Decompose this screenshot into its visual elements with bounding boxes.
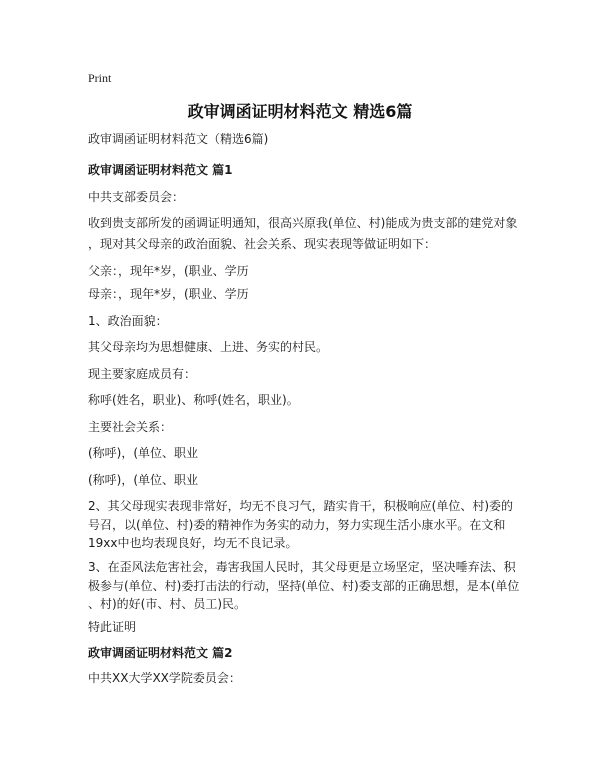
salutation-2: 中共XX大学XX学院委员会： <box>88 671 241 685</box>
paragraph-1-line-2: ，现对其父母亲的政治面貌、社会关系、现实表现等做证明如下： <box>88 237 437 251</box>
paragraph-1-line-1: 收到贵支部所发的函调证明通知，很高兴原我(单位、村)能成为贵支部的建党对象 <box>88 216 518 230</box>
item-3-line-3: 、村)的好(市、村、员工)民。 <box>88 597 247 611</box>
document-subtitle: 政审调函证明材料范文（精选6篇) <box>88 132 269 146</box>
social-relation-2: (称呼)，(单位、职业 <box>88 473 199 487</box>
family-label: 现主要家庭成员有： <box>88 367 197 381</box>
section-2-heading: 政审调函证明材料范文 篇2 <box>88 646 233 660</box>
salutation-1: 中共支部委员会： <box>88 190 185 204</box>
father-info: 父亲：，现年*岁，(职业、学历 <box>88 264 249 278</box>
item-1-label: 1、政治面貌： <box>88 314 168 328</box>
closing-text: 特此证明 <box>88 620 137 634</box>
item-1-text: 其父母亲均为思想健康、上进、务实的村民。 <box>88 340 329 354</box>
family-text: 称呼(姓名，职业)、称呼(姓名，职业)。 <box>88 393 299 407</box>
item-3-line-2: 极参与(单位、村)委打击法的行动，坚持(单位、村)委支部的正确思想，是本(单位 <box>88 579 520 593</box>
social-relation-1: (称呼)，(单位、职业 <box>88 446 199 460</box>
social-label: 主要社会关系： <box>88 420 173 434</box>
item-3-line-1: 3、在歪风法危害社会，毒害我国人民时，其父母更是立场坚定，坚决唾弃法、积 <box>88 560 516 574</box>
item-2-line-2: 号召，以(单位、村)委的精神作为务实的动力，努力实现生活小康水平。在文和 <box>88 518 506 532</box>
item-2-line-1: 2、其父母现实表现非常好，均无不良习气，踏实肯干，积极响应(单位、村)委的 <box>88 499 514 513</box>
section-1-heading: 政审调函证明材料范文 篇1 <box>88 163 233 177</box>
mother-info: 母亲：，现年*岁，(职业、学历 <box>88 287 249 301</box>
document-title: 政审调函证明材料范文 精选6篇 <box>187 102 413 121</box>
print-label: Print <box>88 71 112 85</box>
item-2-line-3: 19xx中也均表现良好，均无不良记录。 <box>88 536 298 550</box>
